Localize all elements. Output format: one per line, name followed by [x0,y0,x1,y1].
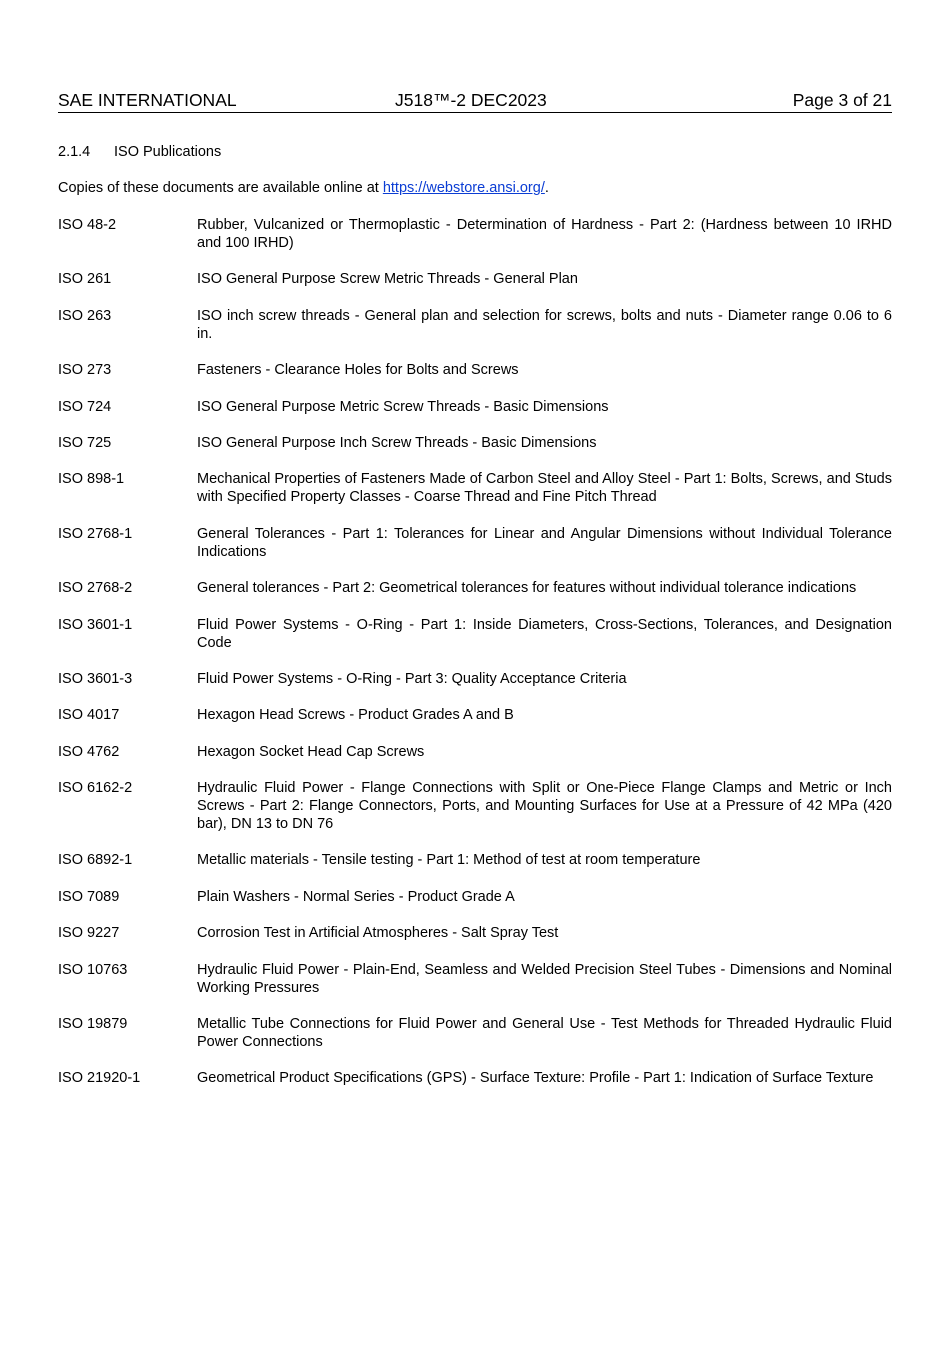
reference-item [58,670,892,688]
reference-title: ISO General Purpose Inch Screw Threads - Basic Dimensions [197,434,597,451]
reference-item [58,779,892,833]
reference-code: ISO 724 [58,398,112,415]
reference-code: ISO 725 [58,434,112,451]
intro-text: Copies of these documents are available online at [58,180,383,196]
page-header [58,90,892,113]
reference-title: ISO General Purpose Metric Screw Threads - Basic Dimensions [197,398,609,415]
reference-item [58,470,892,506]
reference-code: ISO 2768-2 [58,580,133,597]
reference-item [58,216,892,252]
section-title: ISO Publications [114,144,222,160]
reference-code: ISO 7089 [58,888,120,905]
reference-item [58,525,892,561]
reference-item [58,743,892,761]
reference-title: Rubber, Vulcanized or Thermoplastic - Determination of Hardness - Part 2: (Hardness between 10 IRHD and 100 IRHD) [197,217,892,251]
reference-code: ISO 263 [58,307,112,324]
reference-item [58,888,892,906]
reference-code: ISO 10763 [58,961,128,978]
header-page-number: Page 3 of 21 [792,90,892,110]
reference-item [58,579,892,597]
reference-title: Hydraulic Fluid Power - Flange Connections with Split or One-Piece Flange Clamps and Metric or Inch Screws - Part 2: Flange Connectors, Ports, and Mounting Surfaces for Use at a Pressure of 42 MPa (420 bar), DN 13 to DN 76 [197,780,892,833]
reference-item [58,961,892,997]
reference-title: Fasteners - Clearance Holes for Bolts and Screws [197,362,519,379]
reference-code: ISO 9227 [58,925,120,942]
reference-item [58,706,892,724]
reference-title: Corrosion Test in Artificial Atmospheres - Salt Spray Test [197,925,559,942]
reference-item [58,270,892,288]
section-number: 2.1.4 [58,144,91,160]
reference-title: ISO General Purpose Screw Metric Threads - General Plan [197,271,578,288]
reference-title: Plain Washers - Normal Series - Product Grade A [197,888,515,905]
intro-paragraph [58,179,549,197]
reference-code: ISO 19879 [58,1016,128,1033]
reference-code: ISO 3601-3 [58,670,133,687]
reference-title: General tolerances - Part 2: Geometrical tolerances for features without individual tolerance indications [197,580,857,597]
reference-code: ISO 273 [58,362,112,379]
reference-code: ISO 261 [58,271,112,288]
reference-item [58,307,892,343]
reference-title: Mechanical Properties of Fasteners Made of Carbon Steel and Alloy Steel - Part 1: Bolts, Screws, and Studs with Specified Property Classes - Coarse Thread and Fine Pitch Thread [197,471,892,506]
reference-code: ISO 21920-1 [58,1070,141,1087]
reference-title: Hexagon Head Screws - Product Grades A and B [197,707,514,724]
reference-code: ISO 898-1 [58,471,125,488]
reference-title: Fluid Power Systems - O-Ring - Part 3: Quality Acceptance Criteria [197,670,627,687]
reference-code: ISO 48-2 [58,217,117,233]
ansi-webstore-link[interactable]: https://webstore.ansi.org/ [382,180,545,196]
header-doc-id: J518™-2 DEC2023 [395,90,547,110]
reference-code: ISO 4017 [58,707,120,724]
header-org: SAE INTERNATIONAL [58,90,237,110]
reference-title: Geometrical Product Specifications (GPS) - Surface Texture: Profile - Part 1: Indication of Surface Texture [197,1070,874,1087]
reference-item [58,851,892,869]
reference-title: Hydraulic Fluid Power - Plain-End, Seamless and Welded Precision Steel Tubes - Dimensions and Nominal Working Pressures [197,961,892,996]
reference-title: Fluid Power Systems - O-Ring - Part 1: Inside Diameters, Cross-Sections, Tolerances, and Designation Code [197,616,892,651]
reference-list [58,216,892,1106]
reference-item [58,1015,892,1051]
reference-item [58,434,892,452]
reference-title: Metallic Tube Connections for Fluid Power and General Use - Test Methods for Threaded Hydraulic Fluid Power Connections [197,1016,892,1051]
intro-punctuation: . [544,180,549,196]
reference-title: General Tolerances - Part 1: Tolerances for Linear and Angular Dimensions without Individual Tolerance Indications [197,525,892,560]
reference-item [58,1069,892,1087]
reference-title: Metallic materials - Tensile testing - Part 1: Method of test at room temperature [197,852,701,869]
reference-item [58,398,892,416]
reference-code: ISO 3601-1 [58,616,133,633]
reference-title: Hexagon Socket Head Cap Screws [197,743,425,760]
reference-item [58,361,892,379]
reference-code: ISO 6162-2 [58,780,133,797]
reference-code: ISO 4762 [58,743,120,760]
reference-title: ISO inch screw threads - General plan and selection for screws, bolts and nuts - Diameter range 0.06 to 6 in. [197,307,892,342]
section-heading [58,143,221,161]
reference-item [58,616,892,652]
reference-item [58,924,892,942]
reference-code: ISO 6892-1 [58,852,133,869]
reference-code: ISO 2768-1 [58,525,133,542]
